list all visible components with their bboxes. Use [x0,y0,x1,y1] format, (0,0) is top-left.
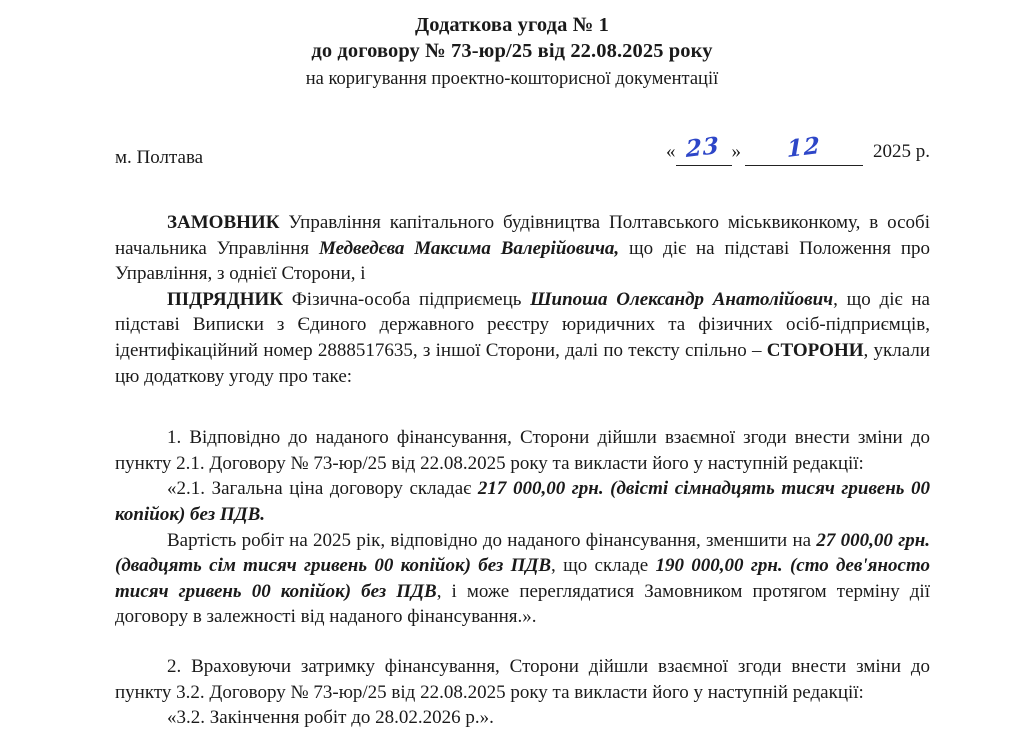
spacer [115,174,930,210]
title-contract-reference: до договору № 73-юр/25 від 22.08.2025 року [311,40,713,62]
date-quote-close: » [731,141,741,162]
clause-1-quote-lead: «2.1. Загальна ціна договору складає [167,478,478,500]
contractor-entity-type: Фізична-особа підприємець [283,288,531,310]
date-quote-open: « [666,141,676,162]
resulting-amount: 190 000,00 грн. (сто дев'яносто тисяч гривень 00 копійок) без ПДВ [115,555,930,602]
document-title-block [0,0,1024,92]
handwritten-month-value: 12 [786,131,821,164]
contractor-name: Шипоша Олександр Анатолійович [530,288,834,310]
clause-2-quoted-text: «3.2. Закінчення робіт до 28.02.2026 р.». [167,707,494,729]
preamble-customer-paragraph [115,210,930,287]
clause-1-reduce-tail: , і може переглядатися Замовником протягом терміну дії договору в залежності від наданого фінансування.». [115,580,930,628]
customer-head-name: Медведєва Максима Валерійовича, [319,237,620,259]
clause-2-intro: 2. Враховуючи затримку фінансування, Сторони дійшли взаємної згоди внести зміни до пункту 3.2. Договору № 73-юр/25 від 22.08.2025 року та викласти його у наступній редакції: [115,655,930,703]
title-subject: на коригування проектно-кошторисної документації [305,69,719,89]
spacer [115,630,930,654]
spacer [115,389,930,425]
preamble-conclusion: , уклали цю додаткову угоду про таке: [115,339,930,387]
contractor-role-label: ПІДРЯДНИК [167,288,284,310]
date-day-field[interactable] [676,131,732,166]
customer-organization-tail: , в особі начальника Управління [115,212,930,259]
customer-basis-text: що діє на підставі Положення про Управління, з однієї Сторони, і [115,237,930,285]
customer-organization: Управління капітального будівництва Полтавського міськвиконкому [279,212,856,233]
clause-1-reduce-lead: Вартість робіт на 2025 рік, відповідно до наданого фінансування, зменшити на [167,529,817,551]
parties-term: СТОРОНИ [766,339,864,361]
contractor-basis-text: , що діє на підставі Виписки з Єдиного державного реєстру юридичних та фізичних осіб-підприємців, ідентифікаційний номер 2888517635, з іншої Сторони, далі по тексту спільно – [115,288,930,361]
reduction-amount: 27 000,00 грн. (двадцять сім тисяч гривень 00 копійок) без ПДВ [115,529,931,577]
handwritten-day-value: 23 [686,131,721,164]
clause-1-reduce-mid: , що складе [551,555,656,577]
place-date-row [0,132,1024,174]
clause-1-reduction [115,528,930,630]
date-month-field[interactable] [745,131,863,166]
contract-total-amount: 217 000,00 грн. (двісті сімнадцять тисяч гривень 00 копійок) без ПДВ. [115,478,930,525]
preamble-contractor-paragraph [115,287,930,389]
customer-role-label: ЗАМОВНИК [167,212,280,233]
place-of-signing: м. Полтава [115,147,204,168]
document-body [0,174,1024,731]
clause-1-intro: 1. Відповідно до наданого фінансування, Сторони дійшли взаємної згоди внести зміни до пункту 2.1. Договору № 73-юр/25 від 22.08.2025 року та викласти його у наступній редакції: [115,427,930,474]
date-year: 2025 р. [873,141,930,162]
page-title: Додаткова угода № 1 [415,14,609,36]
signing-date-group [666,131,930,166]
clause-1-total-price [115,476,930,527]
